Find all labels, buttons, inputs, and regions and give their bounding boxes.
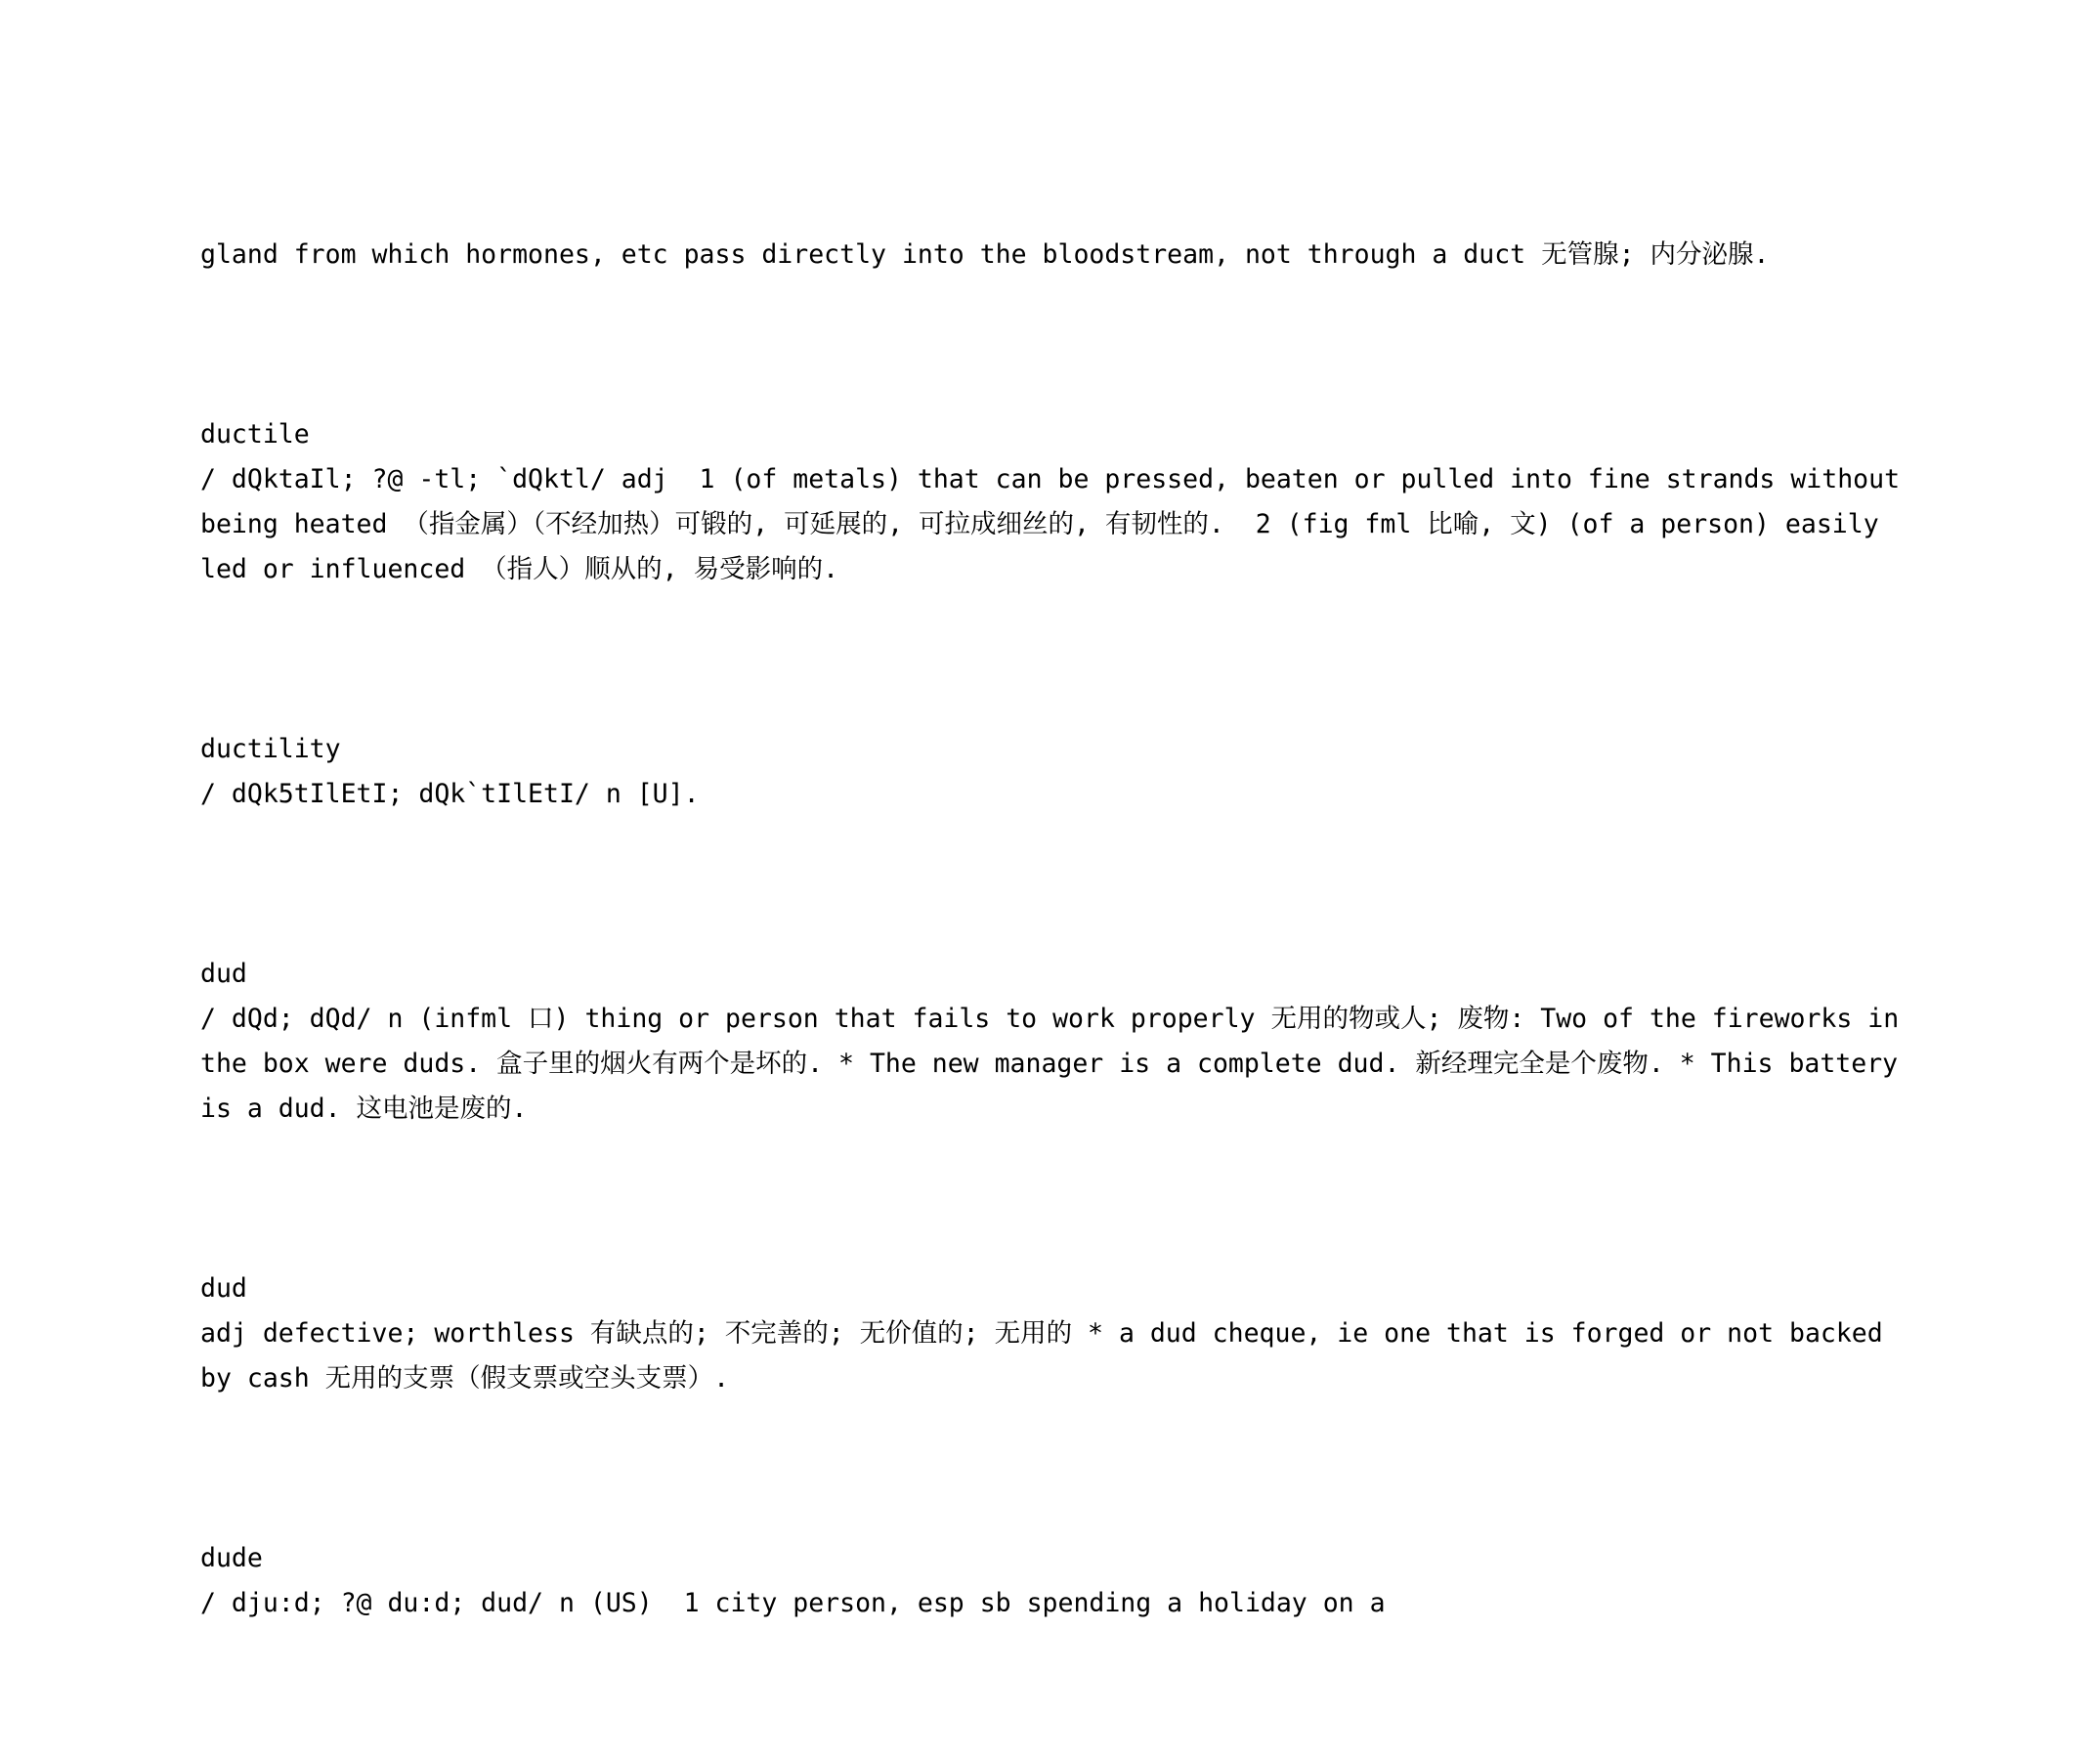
entry-headword: dude	[200, 1543, 263, 1573]
entry-headword: dud	[200, 959, 247, 989]
dictionary-entry	[200, 952, 1920, 1132]
entry-definition: gland from which hormones, etc pass directly into the bloodstream, not through a duct 无管腺; 内分泌腺.	[200, 239, 1770, 270]
dictionary-entry	[200, 1536, 1920, 1626]
entry-definition: / dQk5tIlEtI; dQk`tIlEtI/ n [U].	[200, 779, 700, 809]
entry-definition: / dQktaIl; ?@ -tl; `dQktl/ adj 1 (of metals) that can be pressed, beaten or pulled into fine strands without being heated （指金属）（不经加热）可锻的, 可延展的, 可拉成细丝的, 有韧性的. 2 (fig fml 比喻, 文) (of a person) easily led or influenced （指人）顺从的, 易受影响的.	[200, 464, 1915, 584]
entry-definition: adj defective; worthless 有缺点的; 不完善的; 无价值的; 无用的 * a dud cheque, ie one that is forged or not backed by cash 无用的支票（假支票或空头支票）.	[200, 1318, 1899, 1394]
dictionary-entry	[200, 412, 1920, 592]
dictionary-text-body	[200, 98, 1920, 1759]
entry-headword: ductility	[200, 734, 341, 764]
entry-headword: ductile	[200, 419, 310, 450]
dictionary-entry	[200, 1266, 1920, 1401]
dictionary-entry	[200, 727, 1920, 817]
entry-headword: dud	[200, 1273, 247, 1304]
entry-definition: / dQd; dQd/ n (infml 口) thing or person that fails to work properly 无用的物或人; 废物: Two of the fireworks in the box were duds. 盒子里的烟火有两个是坏的. * The new manager is a complete dud. 新经理完全是个废物. * This battery is a dud. 这电池是废的.	[200, 1004, 1915, 1124]
entry-definition: / dju:d; ?@ du:d; dud/ n (US) 1 city person, esp sb spending a holiday on a	[200, 1588, 1386, 1618]
dictionary-entry	[200, 233, 1920, 278]
